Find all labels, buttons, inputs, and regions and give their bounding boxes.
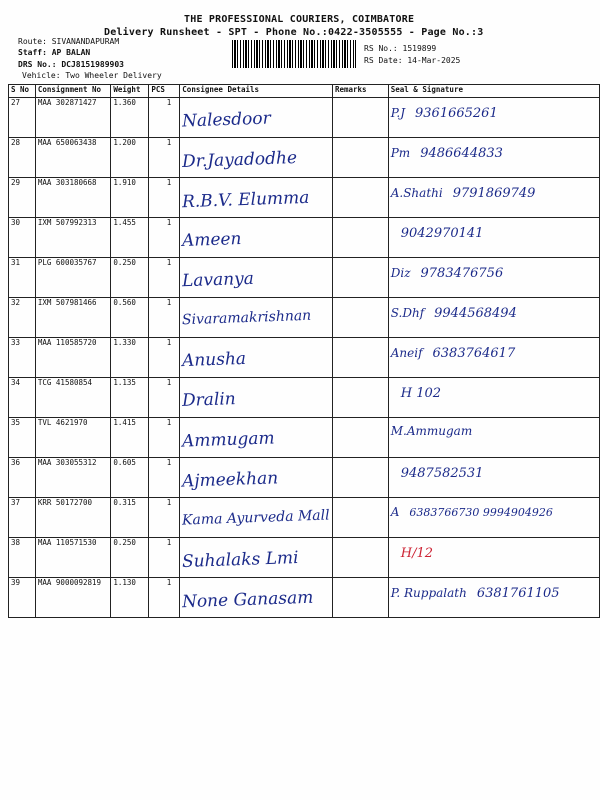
handwritten-consignee: Suhalaks Lmi — [181, 547, 300, 573]
col-header-remarks: Remarks — [332, 85, 388, 98]
handwritten-phone: H 102 — [400, 386, 442, 401]
handwritten-signature: A — [390, 505, 400, 519]
route-label: Route: SIVANANDAPURAM — [18, 37, 120, 46]
cell-consignee — [180, 578, 333, 618]
cell-pcs: 1 — [149, 338, 180, 378]
cell-pcs: 1 — [149, 378, 180, 418]
cell-seal — [388, 578, 599, 618]
cell-remarks — [332, 498, 388, 538]
cell-seal — [388, 538, 599, 578]
cell-consignee — [180, 418, 333, 458]
cell-seal — [388, 138, 599, 178]
cell-consignee — [180, 298, 333, 338]
cell-sno: 35 — [9, 418, 36, 458]
cell-pcs: 1 — [149, 498, 180, 538]
cell-remarks — [332, 378, 388, 418]
cell-sno: 34 — [9, 378, 36, 418]
table-row — [9, 338, 600, 378]
handwritten-signature: S.Dhf — [390, 306, 425, 320]
table-row — [9, 418, 600, 458]
table-row — [9, 538, 600, 578]
cell-consignment: IXM 507981466 — [35, 298, 111, 338]
cell-sno: 27 — [9, 98, 36, 138]
handwritten-consignee: Ajmeekhan — [181, 468, 279, 492]
cell-pcs: 1 — [149, 538, 180, 578]
cell-seal — [388, 298, 599, 338]
handwritten-consignee: Anusha — [181, 348, 247, 372]
cell-consignee — [180, 98, 333, 138]
handwritten-signature: A.Shathi — [390, 186, 443, 200]
cell-weight: 0.315 — [111, 498, 149, 538]
cell-consignment: MAA 650063438 — [35, 138, 111, 178]
handwritten-phone: 9783476756 — [420, 266, 504, 281]
cell-pcs: 1 — [149, 418, 180, 458]
cell-remarks — [332, 418, 388, 458]
cell-consignment: MAA 110585720 — [35, 338, 111, 378]
handwritten-phone: 9042970141 — [400, 226, 484, 241]
cell-seal — [388, 98, 599, 138]
cell-consignee — [180, 338, 333, 378]
cell-seal — [388, 218, 599, 258]
cell-weight: 0.250 — [111, 538, 149, 578]
staff-label: Staff: AP BALAN — [18, 48, 91, 57]
cell-weight: 1.415 — [111, 418, 149, 458]
handwritten-signature: Diz — [390, 266, 411, 280]
cell-seal — [388, 458, 599, 498]
handwritten-consignee: None Ganasam — [181, 587, 314, 613]
handwritten-consignee: Kama Ayurveda Mall — [182, 507, 331, 529]
runsheet-table — [8, 84, 600, 618]
cell-sno: 28 — [9, 138, 36, 178]
handwritten-phone: 9944568494 — [434, 306, 517, 321]
cell-sno: 29 — [9, 178, 36, 218]
col-header-pcs: PCS — [149, 85, 180, 98]
handwritten-consignee: Dralin — [181, 389, 237, 411]
cell-remarks — [332, 138, 388, 178]
table-row — [9, 378, 600, 418]
cell-seal — [388, 498, 599, 538]
cell-remarks — [332, 578, 388, 618]
vehicle-label: Vehicle: Two Wheeler Delivery — [22, 71, 162, 80]
table-row — [9, 578, 600, 618]
cell-sno: 31 — [9, 258, 36, 298]
cell-consignment: PLG 600035767 — [35, 258, 111, 298]
cell-consignment: TCG 41580854 — [35, 378, 111, 418]
handwritten-signature: Aneif — [390, 346, 423, 360]
handwritten-consignee: Nalesdoor — [181, 108, 272, 132]
handwritten-phone: 6383766730 9994904926 — [409, 506, 553, 519]
cell-sno: 32 — [9, 298, 36, 338]
cell-seal — [388, 338, 599, 378]
table-row — [9, 458, 600, 498]
col-header-consignee: Consignee Details — [180, 85, 333, 98]
handwritten-consignee: Lavanya — [181, 268, 255, 292]
cell-consignee — [180, 378, 333, 418]
handwritten-consignee: Sivaramakrishnan — [182, 307, 312, 329]
cell-pcs: 1 — [149, 138, 180, 178]
runsheet-title: Delivery Runsheet - SPT - Phone No.:0422-3505555 - Page No.:3 — [104, 27, 484, 38]
cell-remarks — [332, 258, 388, 298]
cell-weight: 1.360 — [111, 98, 149, 138]
cell-seal — [388, 258, 599, 298]
barcode — [232, 40, 356, 68]
cell-consignee — [180, 538, 333, 578]
cell-pcs: 1 — [149, 98, 180, 138]
cell-remarks — [332, 338, 388, 378]
cell-weight: 1.130 — [111, 578, 149, 618]
cell-remarks — [332, 178, 388, 218]
handwritten-signature: Pm — [390, 146, 411, 160]
table-row — [9, 498, 600, 538]
cell-consignee — [180, 458, 333, 498]
handwritten-phone: 9486644833 — [420, 146, 503, 161]
cell-consignment: MAA 110571530 — [35, 538, 111, 578]
table-row — [9, 138, 600, 178]
cell-consignment: MAA 302871427 — [35, 98, 111, 138]
cell-weight: 0.560 — [111, 298, 149, 338]
cell-consignee — [180, 258, 333, 298]
cell-consignee — [180, 218, 333, 258]
cell-weight: 1.455 — [111, 218, 149, 258]
rs-date-label: RS Date: 14-Mar-2025 — [364, 56, 461, 65]
cell-weight: 1.200 — [111, 138, 149, 178]
cell-remarks — [332, 98, 388, 138]
handwritten-signature: P.J — [390, 106, 406, 120]
cell-remarks — [332, 218, 388, 258]
cell-consignee — [180, 178, 333, 218]
cell-weight: 1.135 — [111, 378, 149, 418]
handwritten-phone: H/12 — [400, 546, 433, 561]
cell-consignment: KRR 50172700 — [35, 498, 111, 538]
cell-pcs: 1 — [149, 298, 180, 338]
col-header-seal: Seal & Signature — [388, 85, 599, 98]
cell-sno: 33 — [9, 338, 36, 378]
cell-consignment: TVL 4621970 — [35, 418, 111, 458]
cell-seal — [388, 378, 599, 418]
handwritten-consignee: Dr.Jayadodhe — [181, 147, 298, 173]
col-header-sno: S No — [9, 85, 36, 98]
cell-sno: 37 — [9, 498, 36, 538]
table-row — [9, 178, 600, 218]
cell-weight: 1.330 — [111, 338, 149, 378]
drs-label: DRS No.: DCJ8151989903 — [18, 60, 124, 69]
cell-weight: 0.250 — [111, 258, 149, 298]
rs-no-label: RS No.: 1519899 — [364, 44, 437, 53]
handwritten-consignee: Ameen — [181, 228, 243, 252]
table-row — [9, 298, 600, 338]
cell-pcs: 1 — [149, 258, 180, 298]
cell-pcs: 1 — [149, 578, 180, 618]
cell-remarks — [332, 538, 388, 578]
cell-pcs: 1 — [149, 178, 180, 218]
cell-sno: 36 — [9, 458, 36, 498]
cell-weight: 0.605 — [111, 458, 149, 498]
cell-consignee — [180, 138, 333, 178]
cell-weight: 1.910 — [111, 178, 149, 218]
cell-pcs: 1 — [149, 218, 180, 258]
cell-remarks — [332, 458, 388, 498]
handwritten-phone: 6383764617 — [432, 346, 516, 361]
cell-sno: 39 — [9, 578, 36, 618]
handwritten-consignee: Ammugam — [181, 428, 276, 452]
cell-consignment: IXM 507992313 — [35, 218, 111, 258]
table-row — [9, 218, 600, 258]
col-header-consignment: Consignment No — [35, 85, 111, 98]
cell-consignment: MAA 9000092819 — [35, 578, 111, 618]
handwritten-phone: 6381761105 — [476, 586, 560, 601]
table-row — [9, 98, 600, 138]
cell-seal — [388, 418, 599, 458]
table-row — [9, 258, 600, 298]
cell-consignee — [180, 498, 333, 538]
handwritten-phone: 9791869749 — [452, 186, 536, 201]
company-title: THE PROFESSIONAL COURIERS, COIMBATORE — [184, 14, 415, 25]
cell-pcs: 1 — [149, 458, 180, 498]
cell-seal — [388, 178, 599, 218]
handwritten-phone: 9487582531 — [400, 466, 484, 481]
cell-sno: 30 — [9, 218, 36, 258]
handwritten-signature: M.Ammugam — [390, 424, 473, 438]
col-header-weight: Weight — [111, 85, 149, 98]
cell-remarks — [332, 298, 388, 338]
handwritten-signature: P. Ruppalath — [390, 586, 467, 600]
handwritten-consignee: R.B.V. Elumma — [181, 187, 310, 213]
handwritten-phone: 9361665261 — [415, 106, 498, 121]
cell-consignment: MAA 303055312 — [35, 458, 111, 498]
table-header-row — [9, 85, 600, 98]
cell-consignment: MAA 303180668 — [35, 178, 111, 218]
cell-sno: 38 — [9, 538, 36, 578]
